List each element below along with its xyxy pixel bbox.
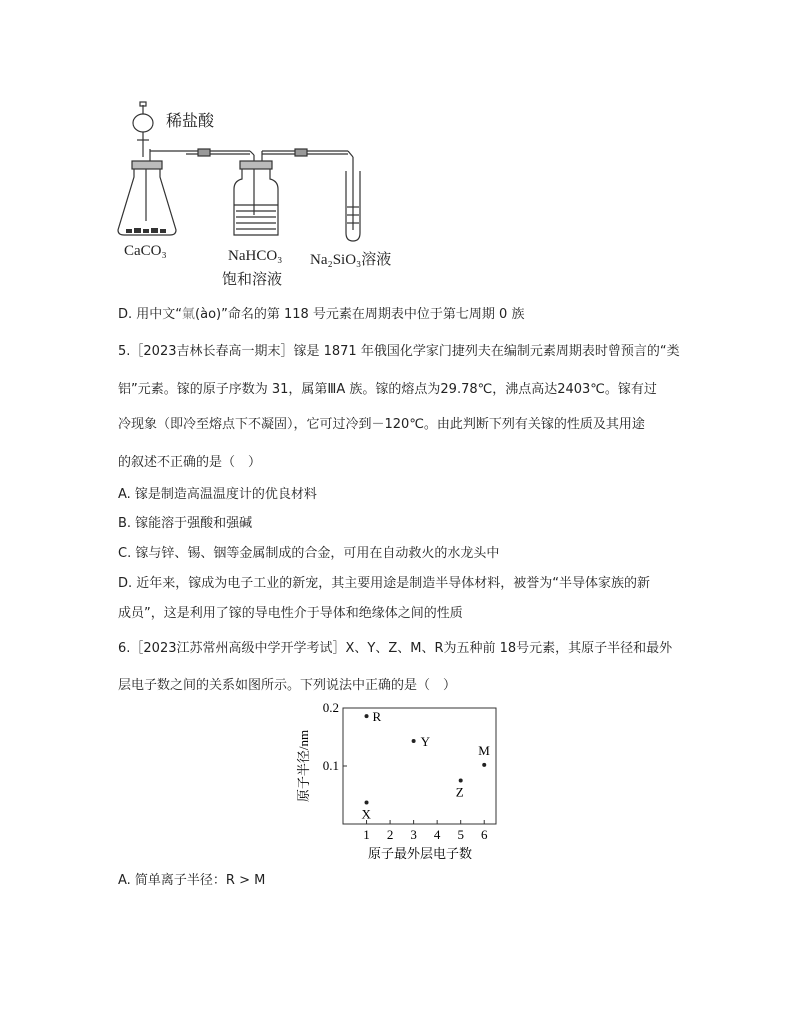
point-label-m: M <box>478 742 490 758</box>
q5-line-3: 冷现象（即冷至熔点下不凝固），它可过冷到－120℃。由此判断下列有关镓的性质及其用途 <box>118 417 645 432</box>
x-tick-label: 6 <box>480 827 488 842</box>
flask-label: CaCO₃ <box>124 243 167 259</box>
q5-line-4: 的叙述不正确的是（ ） <box>118 455 262 470</box>
bottle-label-solution: 饱和溶液 <box>222 272 283 288</box>
point-x <box>365 801 369 805</box>
q5-option-b: B. 镓能溶于强酸和强碱 <box>118 516 253 531</box>
y-tick-label: 0.2 <box>322 700 339 715</box>
y-axis-label: 原子半径/nm <box>296 729 311 803</box>
q6-line-1: 6.［2023江苏常州高级中学开学考试］X、Y、Z、M、R为五种前 18号元素，其原子半径和最外 <box>118 641 673 656</box>
point-label-z: Z <box>455 784 464 800</box>
point-label-r: R <box>372 709 382 725</box>
point-label-x: X <box>361 806 371 822</box>
option-d-suffix: ”命名的第 118 号元素在周期表中位于第七周期 0 族 <box>221 307 525 322</box>
point-z <box>459 779 463 783</box>
bottle-label-formula: NaHCO₃ <box>228 248 283 264</box>
tube-label: Na₂SiO₃溶液 <box>310 252 392 268</box>
q5-line-1: 5.［2023吉林长春高一期末］镓是 1871 年俄国化学家门捷列夫在编制元素周期表时曾预言的“类 <box>118 344 680 359</box>
q5-option-c: C. 镓与锌、锡、铟等金属制成的合金，可用在自动救火的水龙头中 <box>118 546 500 561</box>
acid-label: 稀盐酸 <box>166 113 215 130</box>
wash-bottle <box>234 167 278 235</box>
x-axis-label: 原子最外层电子数 <box>367 846 473 861</box>
x-tick-label: 4 <box>433 827 441 842</box>
q5-option-a: A. 镓是制造高温温度计的优良材料 <box>118 487 317 502</box>
element-glyph: 氭 <box>182 307 196 322</box>
point-r <box>365 714 369 718</box>
x-tick-label: 2 <box>386 827 394 842</box>
q5-option-d: D. 近年来，镓成为电子工业的新宠，其主要用途是制造半导体材料，被誉为“半导体家族的新 <box>118 576 651 591</box>
q5-line-2: 铝”元素。镓的原子序数为 31，属第ⅢA 族。镓的熔点为29.78℃，沸点高达2403℃。镓有过 <box>118 382 657 397</box>
element-pinyin: (ào) <box>195 307 222 322</box>
q6-option-a: A. 简单离子半径：R > M <box>118 873 266 888</box>
q6-line-2: 层电子数之间的关系如图所示。下列说法中正确的是（ ） <box>118 678 457 693</box>
erlenmeyer-flask <box>118 167 176 235</box>
x-tick-label: 1 <box>363 827 370 842</box>
point-label-y: Y <box>420 734 431 750</box>
y-tick-label: 0.1 <box>322 758 339 773</box>
point-y <box>412 739 416 743</box>
funnel-bulb <box>133 114 153 132</box>
point-m <box>482 763 486 767</box>
x-tick-label: 3 <box>410 827 417 842</box>
option-d-prefix: D. 用中文“ <box>118 307 183 322</box>
radius-chart <box>290 700 520 870</box>
option-d-previous <box>118 306 524 324</box>
q5-option-d-cont: 成员”，这是利用了镓的导电性介于导体和绝缘体之间的性质 <box>118 606 463 621</box>
x-tick-label: 5 <box>457 827 464 842</box>
